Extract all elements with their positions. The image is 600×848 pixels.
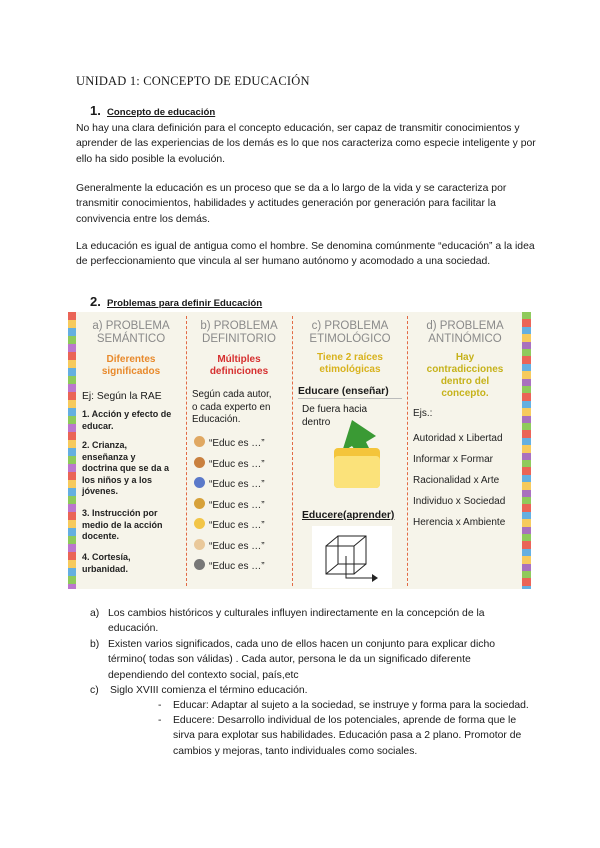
col-a-item-1 <box>82 409 171 432</box>
list-item-a <box>108 606 538 637</box>
list-line: educación. <box>108 623 159 635</box>
col-a-item-line: 2. Crianza, <box>82 440 128 450</box>
col-d-sub-line: Hay <box>455 352 475 363</box>
educare-desc-line: De fuera hacia <box>302 404 368 415</box>
col-a-item-line: educar. <box>82 420 114 431</box>
column-definitorio <box>188 316 290 586</box>
man-avatar-icon <box>194 436 205 447</box>
list-item-b <box>108 637 538 683</box>
paragraph-1: No hay una clara definición para el concepto educación, ser capaz de transmitir conocimientos y aprender de las experiencias de los demás es lo que nos caracteriza como especie inteligente y por ello ha sido posible la evolución. <box>76 123 536 165</box>
column-semantic <box>78 316 184 586</box>
quote-text: “Educ es …” <box>209 479 265 490</box>
paragraph-3: La educación es igual de antigua como el hombre. Se denomina comúnmente “educación” a la idea de perfeccionamiento que vincula al ser humano autónomo y acomodado a una sociedad. <box>76 241 535 268</box>
col-a-heading-line: SEMÁNTICO <box>96 333 166 345</box>
quote-text: “Educ es …” <box>209 499 265 511</box>
col-a-item-3 <box>82 508 163 543</box>
col-b-sub-line: Múltiples <box>217 354 261 365</box>
educare-label: Educare (enseñar) <box>298 386 402 399</box>
antinomy-item: Individuo x Sociedad <box>413 496 506 507</box>
list-marker-a: a) <box>90 608 100 619</box>
col-b-sub-line: definiciones <box>209 366 269 377</box>
officer-avatar-icon <box>194 477 205 488</box>
paragraph-2: Generalmente la educación es un proceso que se da a lo largo de la vida y se caracteriza por transmitir conocimientos, habilidades y actitudes generación por generación para facilitar la convivencia entre los demás. <box>76 183 507 225</box>
bullet-educere <box>173 713 539 759</box>
folder-with-arrow-icon <box>330 418 386 494</box>
elder-avatar-icon <box>194 539 205 550</box>
bullet-dash: - <box>158 715 162 726</box>
quote-row <box>194 539 290 560</box>
list-line: Existen varios significados, cada uno de ellos hacen un conjunto para explicar dicho <box>108 639 496 650</box>
section-2-title: Problemas para definir Educación <box>107 298 263 309</box>
col-b-intro-line: Educación. <box>192 414 241 426</box>
list-line: término( todas son válidas) . Cada autor, persona le da un significado diferente <box>108 654 471 666</box>
column-etimologico <box>294 316 406 586</box>
col-a-heading-line: a) PROBLEMA <box>92 320 170 332</box>
col-a-item-line: docente. <box>82 531 120 542</box>
list-marker-b: b) <box>90 639 100 650</box>
col-b-quotes <box>194 436 290 580</box>
quote-row <box>194 559 290 580</box>
col-c-sub-line: Tiene 2 raíces <box>317 352 383 363</box>
col-d-heading-line: d) PROBLEMA <box>426 320 504 332</box>
list-line: Los cambios históricos y culturales influyen indirectamente en la concepción de la <box>108 608 485 619</box>
pencil-border-left <box>68 312 76 589</box>
col-b-heading-line: DEFINITORIO <box>202 333 276 345</box>
col-a-item-line: medio de la acción <box>82 519 163 530</box>
col-b-intro-line: Según cada autor, <box>192 389 272 400</box>
quote-text: “Educ es …” <box>209 540 265 552</box>
col-a-item-line: enseñanza y <box>82 451 136 462</box>
list-item-c: Siglo XVIII comienza el término educación. <box>110 685 308 696</box>
col-d-sub-line: dentro del <box>440 376 490 387</box>
col-a-heading <box>78 320 184 346</box>
antinomy-item: Racionalidad x Arte <box>413 475 500 486</box>
document-title: UNIDAD 1: CONCEPTO DE EDUCACIÓN <box>76 74 310 88</box>
col-a-item-line: urbanidad. <box>82 563 129 574</box>
col-d-intro: Ejs.: <box>413 408 433 419</box>
bullet-line: Educar: Adaptar al sujeto a la sociedad, se instruye y forma para la sociedad. <box>173 700 529 711</box>
col-a-sub-line: significados <box>101 366 161 377</box>
col-a-intro: Ej: Según la RAE <box>82 391 162 402</box>
col-c-heading-line: ETIMOLÓGICO <box>309 333 391 345</box>
quote-row <box>194 498 290 519</box>
bullet-dash: - <box>158 700 162 711</box>
quote-text: “Educ es …” <box>209 438 265 449</box>
divider-1 <box>186 316 187 586</box>
col-b-heading-line: b) PROBLEMA <box>200 320 278 332</box>
col-c-subtitle <box>294 352 406 376</box>
quote-row <box>194 457 290 478</box>
divider-3 <box>407 316 408 586</box>
col-a-item-line: 1. Acción y efecto de <box>82 409 172 419</box>
col-a-item-line: los niños y a los <box>82 474 153 485</box>
section-1-title: Concepto de educación <box>107 107 216 118</box>
col-b-heading <box>188 320 290 346</box>
col-a-item-line: doctrina que se da a <box>82 463 170 474</box>
col-a-item-2 <box>82 440 169 498</box>
bullet-line: Educere: Desarrollo individual de los potenciales, aprende de forma que le <box>173 715 517 726</box>
bullet-line: cambios y mejoras, tanto individuales como sociales. <box>173 745 418 757</box>
bullet-educar <box>173 698 539 713</box>
section-1-number: 1. <box>90 103 101 118</box>
col-a-sub-line: Diferentes <box>106 354 156 365</box>
col-a-item-line: 4. Cortesía, <box>82 552 131 562</box>
quote-row <box>194 477 290 498</box>
antinomy-item: Autoridad x Libertad <box>413 433 503 444</box>
column-antinomico <box>409 316 521 586</box>
bullet-line: sirva para explotar sus habilidades. Educación pasa a 2 plano. Promotor de <box>173 730 522 742</box>
col-b-intro <box>192 389 272 427</box>
section-2-heading <box>90 294 262 311</box>
cube-with-arrow-icon <box>312 526 392 588</box>
quote-row <box>194 518 290 539</box>
col-d-heading <box>409 320 521 346</box>
list-line: dependiendo del contexto social, país,etc <box>108 669 299 681</box>
col-a-item-line: jóvenes. <box>82 486 119 497</box>
pencil-border-right <box>522 312 531 589</box>
list-marker-c: c) <box>90 685 99 696</box>
teacher-avatar-icon <box>194 498 205 509</box>
alien-avatar-icon <box>194 559 205 570</box>
col-c-sub-line: etimológicas <box>319 364 381 375</box>
thinking-face-icon <box>194 518 205 529</box>
quote-text: “Educ es …” <box>209 520 265 531</box>
col-d-sub-line: contradicciones <box>426 364 504 375</box>
educare-desc-line: dentro <box>302 416 331 428</box>
antinomy-item: Informar x Formar <box>413 454 494 465</box>
antinomy-item: Herencia x Ambiente <box>413 517 506 528</box>
section-2-number: 2. <box>90 294 101 309</box>
col-a-subtitle <box>78 354 184 378</box>
col-b-intro-line: o cada experto en <box>192 401 271 413</box>
quote-row <box>194 436 290 457</box>
col-d-subtitle <box>409 352 521 400</box>
col-d-heading-line: ANTINÓMICO <box>428 333 502 345</box>
section-1-heading <box>90 103 215 120</box>
col-d-items <box>413 428 505 533</box>
woman-avatar-icon <box>194 457 205 468</box>
educere-label: Educere(aprender) <box>302 510 395 521</box>
col-d-sub-line: concepto. <box>441 388 489 399</box>
quote-text: “Educ es …” <box>209 458 265 470</box>
col-c-heading-line: c) PROBLEMA <box>311 320 389 332</box>
col-a-item-4 <box>82 552 131 575</box>
divider-2 <box>292 316 293 586</box>
quote-text: “Educ es …” <box>209 561 265 572</box>
col-b-subtitle <box>188 354 290 378</box>
col-a-item-line: 3. Instrucción por <box>82 508 158 518</box>
col-c-heading <box>294 320 406 346</box>
